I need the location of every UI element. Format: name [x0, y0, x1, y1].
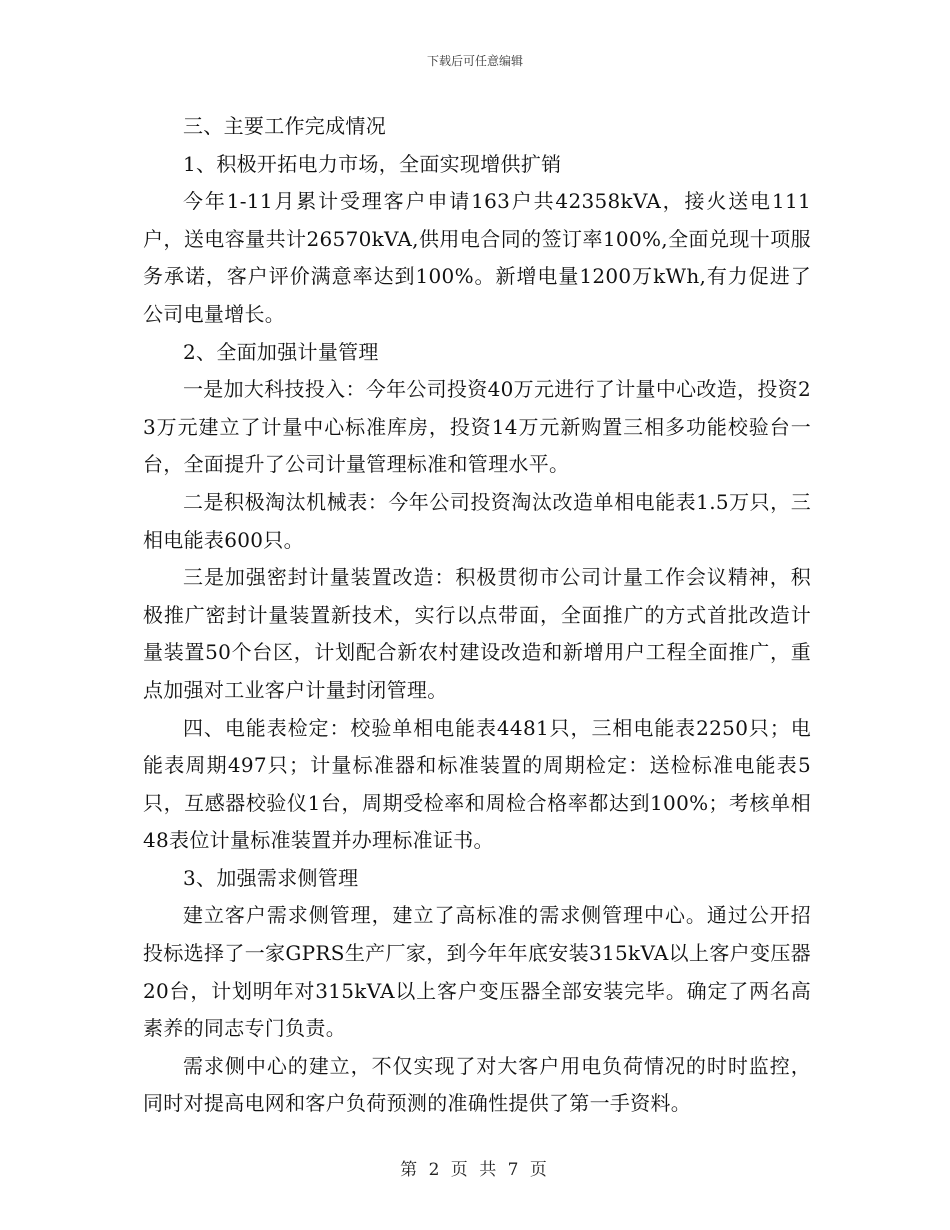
- subheading-metering-management: 2、全面加强计量管理: [183, 339, 379, 364]
- paragraph-mechanical-meters: 二是积极淘汰机械表：今年公司投资淘汰改造单相电能表1.5万只，三相电能表600只。: [143, 489, 811, 552]
- subheading-demand-side: 3、加强需求侧管理: [183, 865, 359, 890]
- paragraph-demand-benefits: 需求侧中心的建立，不仅实现了对大客户用电负荷情况的时时监控，同时对提高电网和客户负荷预测的准确性提供了第一手资料。: [143, 1053, 811, 1116]
- document-body: [143, 108, 811, 1123]
- paragraph-demand-center: 建立客户需求侧管理，建立了高标准的需求侧管理中心。通过公开招投标选择了一家GPRS生产厂家，到今年年底安装315kVA以上客户变压器20台，计划明年对315kVA以上客户变压器全部安装完毕。确定了两名高素养的同志专门负责。: [143, 903, 811, 1041]
- subheading-power-market: 1、积极开拓电力市场，全面实现增供扩销: [183, 151, 562, 176]
- paragraph-sealed-metering: 三是加强密封计量装置改造：积极贯彻市公司计量工作会议精神，积极推广密封计量装置新技术，实行以点带面，全面推广的方式首批改造计量装置50个台区，计划配合新农村建设改造和新增用户工程全面推广，重点加强对工业客户计量封闭管理。: [143, 565, 811, 702]
- paragraph-meter-verification: 四、电能表检定：校验单相电能表4481只，三相电能表2250只；电能表周期497只；计量标准器和标准装置的周期检定：送检标准电能表5只，互感器校验仪1台，周期受检率和周检合格率都达到100%；考核单相48表位计量标准装置并办理标准证书。: [143, 715, 811, 853]
- paragraph-customer-applications: 今年1-11月累计受理客户申请163户共42358kVA，接火送电111户，送电容量共计26570kVA,供用电合同的签订率100%,全面兑现十项服务承诺，客户评价满意率达到100%。新增电量1200万kWh,有力促进了公司电量增长。: [143, 189, 811, 326]
- page-header-note: 下载后可任意编辑: [426, 54, 523, 68]
- paragraph-tech-investment: 一是加大科技投入：今年公司投资40万元进行了计量中心改造，投资23万元建立了计量中心标准库房，投资14万元新购置三相多功能校验台一台，全面提升了公司计量管理标准和管理水平。: [143, 377, 811, 477]
- section-heading-main-work: 三、主要工作完成情况: [183, 114, 386, 138]
- page-number: 第 2 页 共 7 页: [400, 1160, 550, 1180]
